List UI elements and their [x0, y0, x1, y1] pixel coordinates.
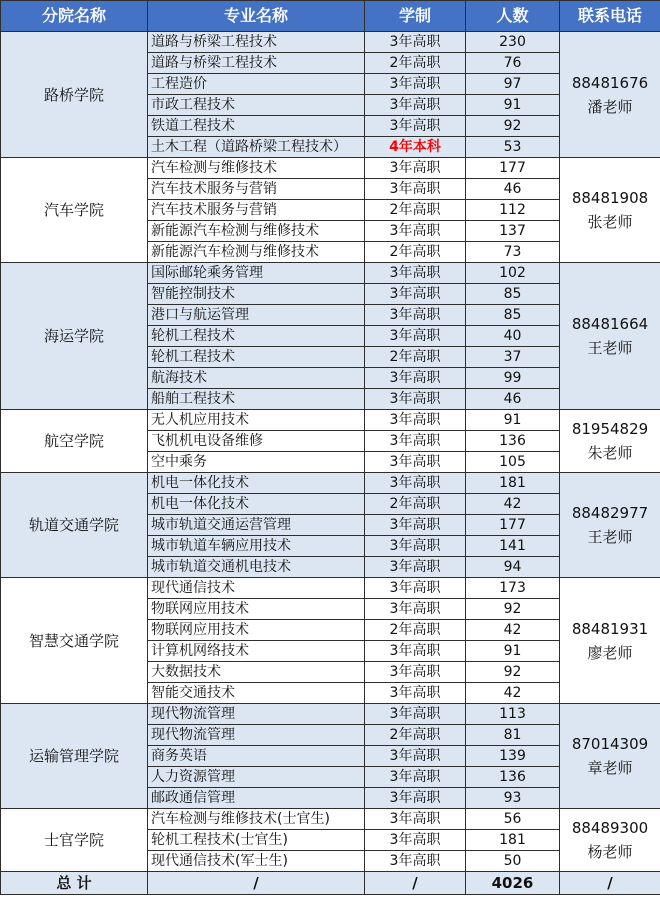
table-row: [1, 410, 660, 431]
study-system: 2年高职: [365, 53, 466, 74]
study-system: 2年高职: [365, 200, 466, 221]
enrollment-count: 92: [466, 116, 560, 137]
enrollment-count: 50: [466, 851, 560, 872]
study-system: 3年高职: [365, 809, 466, 830]
enrollment-count: 94: [466, 557, 560, 578]
major-name: 城市轨道交通机电技术: [148, 557, 365, 578]
contact-info: [560, 704, 660, 809]
contact-phone: 88481664: [571, 315, 649, 333]
major-name: 物联网应用技术: [148, 620, 365, 641]
major-name: 现代物流管理: [148, 725, 365, 746]
enrollment-count: 53: [466, 137, 560, 158]
major-name: 铁道工程技术: [148, 116, 365, 137]
major-name: 机电一体化技术: [148, 494, 365, 515]
enrollment-count: 91: [466, 410, 560, 431]
enrollment-count: 76: [466, 53, 560, 74]
enrollment-count: 136: [466, 767, 560, 788]
college-name: 智慧交通学院: [1, 578, 148, 704]
study-system: 3年高职: [365, 95, 466, 116]
study-system: 3年高职: [365, 557, 466, 578]
major-name: 城市轨道交通运营管理: [148, 515, 365, 536]
major-name: 汽车检测与维修技术(士官生): [148, 809, 365, 830]
table-row: [1, 263, 660, 284]
study-system: 2年高职: [365, 620, 466, 641]
enrollment-count: 177: [466, 515, 560, 536]
total-phone: /: [560, 872, 660, 895]
enrollment-count: 93: [466, 788, 560, 809]
enrollment-count: 102: [466, 263, 560, 284]
study-system: 3年高职: [365, 452, 466, 473]
study-system: 2年高职: [365, 242, 466, 263]
enrollment-count: 112: [466, 200, 560, 221]
contact-teacher: 张老师: [587, 213, 633, 231]
study-system: 3年高职: [365, 116, 466, 137]
study-system: 3年高职: [365, 368, 466, 389]
enrollment-count: 91: [466, 95, 560, 116]
study-system: 3年高职: [365, 263, 466, 284]
contact-info: [560, 158, 660, 263]
study-system: 3年高职: [365, 788, 466, 809]
enrollment-count: 85: [466, 305, 560, 326]
study-system: 3年高职: [365, 389, 466, 410]
enrollment-count: 85: [466, 284, 560, 305]
major-name: 新能源汽车检测与维修技术: [148, 242, 365, 263]
major-name: 商务英语: [148, 746, 365, 767]
study-system: 3年高职: [365, 326, 466, 347]
table-row: [1, 158, 660, 179]
college-name: 航空学院: [1, 410, 148, 473]
study-system: 3年高职: [365, 179, 466, 200]
total-major: /: [148, 872, 365, 895]
header-major: 专业名称: [148, 1, 365, 32]
study-system: 4年本科: [365, 137, 466, 158]
contact-info: [560, 410, 660, 473]
study-system: 3年高职: [365, 746, 466, 767]
study-system: 3年高职: [365, 704, 466, 725]
enrollment-count: 42: [466, 683, 560, 704]
contact-teacher: 王老师: [587, 528, 633, 546]
major-name: 新能源汽车检测与维修技术: [148, 221, 365, 242]
study-system: 3年高职: [365, 74, 466, 95]
major-name: 人力资源管理: [148, 767, 365, 788]
enrollment-count: 181: [466, 830, 560, 851]
header-system: 学制: [365, 1, 466, 32]
study-system: 3年高职: [365, 410, 466, 431]
major-name: 市政工程技术: [148, 95, 365, 116]
enrollment-count: 92: [466, 662, 560, 683]
contact-phone: 88482977: [571, 504, 649, 522]
table-row: [1, 578, 660, 599]
enrollment-count: 40: [466, 326, 560, 347]
contact-teacher: 廖老师: [587, 643, 633, 662]
enrollment-count: 173: [466, 578, 560, 599]
major-name: 智能控制技术: [148, 284, 365, 305]
study-system: 3年高职: [365, 158, 466, 179]
enrollment-count: 73: [466, 242, 560, 263]
contact-phone: 88481931: [571, 619, 649, 638]
contact-info: [560, 32, 660, 158]
contact-phone: 88489300: [571, 819, 649, 837]
contact-phone: 81954829: [571, 420, 649, 438]
study-system: 3年高职: [365, 662, 466, 683]
table-row: [1, 704, 660, 725]
study-system: 3年高职: [365, 515, 466, 536]
header-count: 人数: [466, 1, 560, 32]
college-name: 士官学院: [1, 809, 148, 872]
enrollment-count: 81: [466, 725, 560, 746]
table-row: [1, 32, 660, 53]
contact-teacher: 王老师: [587, 339, 633, 357]
major-name: 汽车检测与维修技术: [148, 158, 365, 179]
contact-teacher: 杨老师: [587, 843, 633, 861]
study-system: 3年高职: [365, 767, 466, 788]
study-system: 3年高职: [365, 641, 466, 662]
study-system: 3年高职: [365, 851, 466, 872]
table-body: [1, 32, 660, 872]
enrollment-count: 91: [466, 641, 560, 662]
study-system: 3年高职: [365, 32, 466, 53]
major-name: 飞机机电设备维修: [148, 431, 365, 452]
total-system: /: [365, 872, 466, 895]
study-system: 3年高职: [365, 830, 466, 851]
major-name: 机电一体化技术: [148, 473, 365, 494]
study-system: 2年高职: [365, 494, 466, 515]
major-name: 大数据技术: [148, 662, 365, 683]
major-name: 轮机工程技术(士官生): [148, 830, 365, 851]
study-system: 3年高职: [365, 578, 466, 599]
college-name: 轨道交通学院: [1, 473, 148, 578]
major-name: 空中乘务: [148, 452, 365, 473]
study-system: 3年高职: [365, 284, 466, 305]
major-name: 轮机工程技术: [148, 326, 365, 347]
enrollment-count: 141: [466, 536, 560, 557]
college-name: 汽车学院: [1, 158, 148, 263]
enrollment-count: 92: [466, 599, 560, 620]
major-name: 现代物流管理: [148, 704, 365, 725]
major-name: 现代通信技术(军士生): [148, 851, 365, 872]
major-name: 土木工程（道路桥梁工程技术）: [148, 137, 365, 158]
total-count: 4026: [466, 872, 560, 895]
enrollment-count: 56: [466, 809, 560, 830]
enrollment-count: 177: [466, 158, 560, 179]
table-row: [1, 809, 660, 830]
study-system: 3年高职: [365, 683, 466, 704]
contact-info: [560, 263, 660, 410]
study-system: 3年高职: [365, 305, 466, 326]
enrollment-count: 113: [466, 704, 560, 725]
enrollment-count: 139: [466, 746, 560, 767]
major-name: 城市轨道车辆应用技术: [148, 536, 365, 557]
contact-teacher: 潘老师: [587, 97, 633, 116]
contact-phone: 87014309: [571, 735, 649, 753]
major-name: 港口与航运管理: [148, 305, 365, 326]
contact-info: [560, 578, 660, 704]
major-name: 现代通信技术: [148, 578, 365, 599]
contact-phone: 88481908: [571, 189, 649, 207]
study-system: 2年高职: [365, 725, 466, 746]
major-name: 汽车技术服务与营销: [148, 179, 365, 200]
enrollment-count: 42: [466, 620, 560, 641]
study-system: 2年高职: [365, 347, 466, 368]
major-name: 道路与桥梁工程技术: [148, 32, 365, 53]
major-name: 航海技术: [148, 368, 365, 389]
enrollment-count: 46: [466, 179, 560, 200]
major-name: 计算机网络技术: [148, 641, 365, 662]
enrollment-count: 136: [466, 431, 560, 452]
major-name: 国际邮轮乘务管理: [148, 263, 365, 284]
enrollment-count: 181: [466, 473, 560, 494]
college-name: 海运学院: [1, 263, 148, 410]
enrollment-count: 97: [466, 74, 560, 95]
enrollment-count: 46: [466, 389, 560, 410]
contact-teacher: 章老师: [587, 759, 633, 777]
college-name: 路桥学院: [1, 32, 148, 158]
header-row: [1, 1, 660, 32]
major-name: 无人机应用技术: [148, 410, 365, 431]
enrollment-count: 37: [466, 347, 560, 368]
header-college: 分院名称: [1, 1, 148, 32]
major-name: 船舶工程技术: [148, 389, 365, 410]
major-name: 轮机工程技术: [148, 347, 365, 368]
study-system: 3年高职: [365, 221, 466, 242]
total-row: [1, 872, 660, 895]
major-name: 工程造价: [148, 74, 365, 95]
contact-teacher: 朱老师: [587, 444, 633, 462]
table-row: [1, 473, 660, 494]
study-system: 3年高职: [365, 599, 466, 620]
major-name: 邮政通信管理: [148, 788, 365, 809]
enrollment-count: 42: [466, 494, 560, 515]
major-name: 智能交通技术: [148, 683, 365, 704]
total-label: 总 计: [1, 872, 148, 895]
major-name: 汽车技术服务与营销: [148, 200, 365, 221]
study-system: 3年高职: [365, 473, 466, 494]
enrollment-count: 105: [466, 452, 560, 473]
college-name: 运输管理学院: [1, 704, 148, 809]
enrollment-count: 137: [466, 221, 560, 242]
major-name: 物联网应用技术: [148, 599, 365, 620]
study-system: 3年高职: [365, 536, 466, 557]
major-name: 道路与桥梁工程技术: [148, 53, 365, 74]
enrollment-count: 99: [466, 368, 560, 389]
contact-phone: 88481676: [571, 73, 649, 92]
contact-info: [560, 473, 660, 578]
enrollment-count: 230: [466, 32, 560, 53]
study-system: 3年高职: [365, 431, 466, 452]
header-phone: 联系电话: [560, 1, 660, 32]
contact-info: [560, 809, 660, 872]
